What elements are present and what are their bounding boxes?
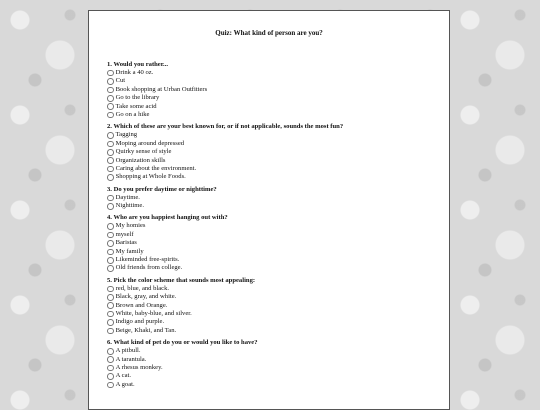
- answer-option[interactable]: [107, 318, 449, 326]
- answer-option[interactable]: [107, 86, 449, 94]
- answer-option[interactable]: [107, 173, 449, 181]
- radio-button[interactable]: [107, 373, 114, 380]
- radio-button[interactable]: [107, 265, 114, 272]
- question-title: 3. Do you prefer daytime or nighttime?: [107, 185, 217, 193]
- radio-button[interactable]: [107, 166, 114, 173]
- question-3: [107, 186, 449, 211]
- answer-option[interactable]: [107, 111, 449, 119]
- question-title: 2. Which of these are your best known for, or if not applicable, sounds the most fun?: [107, 123, 344, 131]
- option-label: A pitbull.: [115, 347, 141, 355]
- radio-button[interactable]: [107, 132, 114, 139]
- radio-button[interactable]: [107, 87, 114, 94]
- radio-button[interactable]: [107, 112, 114, 119]
- answer-option[interactable]: [107, 285, 449, 293]
- option-label: Beige, Khaki, and Tan.: [115, 326, 177, 334]
- answer-option[interactable]: [107, 231, 449, 239]
- radio-button[interactable]: [107, 348, 114, 355]
- radio-button[interactable]: [107, 311, 114, 318]
- answer-option[interactable]: [107, 347, 449, 355]
- option-label: Indigo and purple.: [115, 318, 165, 326]
- answer-option[interactable]: [107, 293, 449, 301]
- answer-option[interactable]: [107, 103, 449, 111]
- option-label: Cut: [115, 77, 126, 85]
- radio-button[interactable]: [107, 249, 114, 256]
- answer-option[interactable]: [107, 256, 449, 264]
- radio-button[interactable]: [107, 103, 114, 110]
- radio-button[interactable]: [107, 78, 114, 85]
- option-label: A rhesus monkey.: [115, 363, 163, 371]
- radio-button[interactable]: [107, 365, 114, 372]
- radio-button[interactable]: [107, 356, 114, 363]
- answer-option[interactable]: [107, 69, 449, 77]
- question-5: [107, 277, 449, 335]
- option-label: Daytime.: [115, 193, 140, 201]
- answer-option[interactable]: [107, 327, 449, 335]
- option-label: Go to the library: [115, 94, 160, 102]
- option-label: A tarantula.: [115, 355, 147, 363]
- radio-button[interactable]: [107, 294, 114, 301]
- answer-option[interactable]: [107, 310, 449, 318]
- radio-button[interactable]: [107, 141, 114, 148]
- radio-button[interactable]: [107, 382, 114, 389]
- answer-option[interactable]: [107, 239, 449, 247]
- option-label: A goat.: [115, 380, 135, 388]
- option-label: Go on a hike: [115, 110, 150, 118]
- answer-option[interactable]: [107, 131, 449, 139]
- option-label: Drink a 40 oz.: [115, 69, 154, 76]
- radio-button[interactable]: [107, 195, 114, 202]
- radio-button[interactable]: [107, 257, 114, 264]
- quiz-title: Quiz: What kind of person are you?: [215, 29, 323, 37]
- answer-option[interactable]: [107, 140, 449, 148]
- answer-option[interactable]: [107, 77, 449, 85]
- question-6: [107, 339, 449, 389]
- answer-option[interactable]: [107, 157, 449, 165]
- option-label: Book shopping at Urban Outfitters: [115, 85, 208, 93]
- answer-option[interactable]: [107, 381, 449, 389]
- question-title: 5. Pick the color scheme that sounds most appealing:: [107, 276, 256, 284]
- radio-button[interactable]: [107, 232, 114, 239]
- answer-option[interactable]: [107, 222, 449, 230]
- option-label: Quirky sense of style: [115, 148, 172, 156]
- answer-option[interactable]: [107, 372, 449, 380]
- answer-option[interactable]: [107, 202, 449, 210]
- option-label: My homies: [115, 222, 146, 230]
- radio-button[interactable]: [107, 149, 114, 156]
- option-label: Black, gray, and white.: [115, 293, 177, 301]
- option-label: Caring about the environment.: [115, 164, 197, 172]
- quiz-panel: [88, 10, 450, 410]
- option-label: myself: [115, 230, 134, 238]
- answer-option[interactable]: [107, 248, 449, 256]
- option-label: Moping around depressed: [115, 139, 185, 147]
- option-label: A cat.: [115, 372, 131, 380]
- question-title: 1. Would you rather...: [107, 61, 169, 68]
- option-label: Shopping at Whole Foods.: [115, 173, 186, 181]
- question-2: [107, 123, 449, 181]
- radio-button[interactable]: [107, 328, 114, 335]
- answer-option[interactable]: [107, 356, 449, 364]
- radio-button[interactable]: [107, 157, 114, 164]
- option-label: Baristas: [115, 239, 137, 247]
- question-4: [107, 214, 449, 272]
- question-1: [107, 61, 449, 119]
- answer-option[interactable]: [107, 194, 449, 202]
- radio-button[interactable]: [107, 286, 114, 293]
- radio-button[interactable]: [107, 70, 114, 77]
- answer-option[interactable]: [107, 94, 449, 102]
- option-label: My family: [115, 247, 144, 255]
- question-title: 6. What kind of pet do you or would you like to have?: [107, 339, 258, 347]
- radio-button[interactable]: [107, 95, 114, 102]
- option-label: Tagging: [115, 131, 138, 139]
- radio-button[interactable]: [107, 203, 114, 210]
- answer-option[interactable]: [107, 264, 449, 272]
- option-label: Organization skills: [115, 156, 166, 164]
- radio-button[interactable]: [107, 174, 114, 181]
- option-label: Old friends from college.: [115, 264, 183, 272]
- radio-button[interactable]: [107, 319, 114, 326]
- answer-option[interactable]: [107, 148, 449, 156]
- answer-option[interactable]: [107, 364, 449, 372]
- option-label: White, baby-blue, and silver.: [115, 309, 192, 317]
- option-label: Brown and Orange.: [115, 301, 168, 309]
- radio-button[interactable]: [107, 302, 114, 309]
- radio-button[interactable]: [107, 223, 114, 230]
- option-label: Likeminded free-spirits.: [115, 256, 180, 264]
- question-title: 4. Who are you happiest hanging out with?: [107, 214, 228, 222]
- answer-option[interactable]: [107, 302, 449, 310]
- answer-option[interactable]: [107, 165, 449, 173]
- option-label: Nighttime.: [115, 202, 144, 210]
- option-label: red, blue, and black.: [115, 284, 170, 292]
- radio-button[interactable]: [107, 240, 114, 247]
- option-label: Take some acid: [115, 102, 157, 110]
